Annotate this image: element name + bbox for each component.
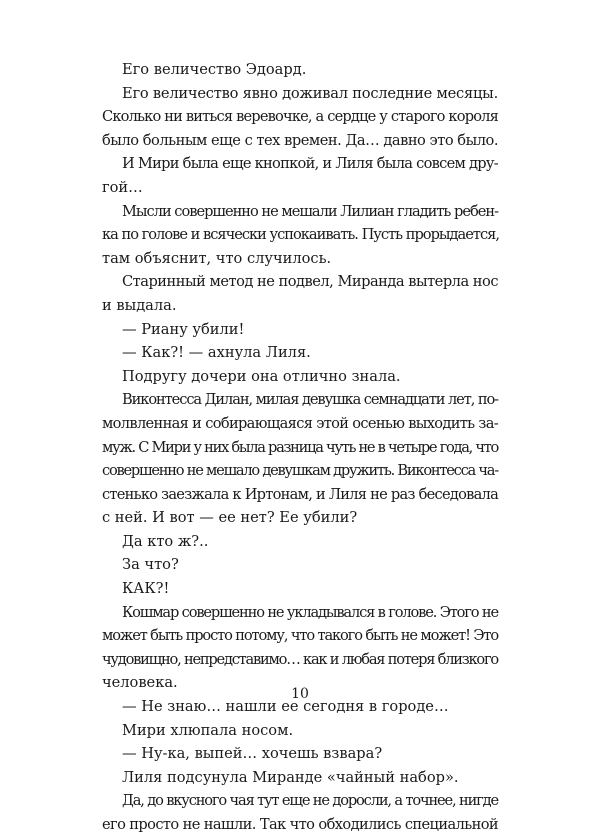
text-line: Лиля подсунула Миранде «чайный набор». <box>122 768 459 786</box>
text-line: Да, до вкусного чая тут еще не доросли, а точнее, нигде <box>122 792 498 810</box>
text-line: И Мири была еще кнопкой, и Лиля была совсем дру- <box>122 155 498 173</box>
text-line: и выдала. <box>102 296 177 314</box>
text-line: Его величество явно доживал последние месяцы. <box>122 84 498 102</box>
page-body <box>102 58 498 837</box>
text-line: чудовищно, непредставимо… как и любая потеря близкого <box>102 650 498 668</box>
text-line: было больным еще с тех времен. Да… давно это было. <box>102 131 498 149</box>
text-line: — Риану убили! <box>122 320 245 338</box>
text-line: Сколько ни виться веревочке, а сердце у старого короля <box>102 108 499 126</box>
text-line: муж. С Мири у них была разница чуть не в четыре года, что <box>102 438 499 456</box>
text-line: Кошмар совершенно не укладывался в голове. Этого не <box>122 603 498 621</box>
text-line: может быть просто потому, что такого быть не может! Это <box>102 627 498 645</box>
text-line: Мири хлюпала носом. <box>122 721 294 739</box>
text-line: гой… <box>102 178 143 196</box>
text-line: Старинный метод не подвел, Миранда вытерла нос <box>122 273 498 291</box>
text-line: там объяснит, что случилось. <box>102 249 332 267</box>
text-line: КАК?! <box>122 580 170 598</box>
text-line: его просто не нашли. Так что обходились специальной <box>102 816 499 833</box>
text-line: — Не знаю… нашли ее сегодня в городе… <box>122 698 449 716</box>
page-number: 10 <box>291 686 309 702</box>
text-line: Мысли совершенно не мешали Лилиан гладить ребен- <box>122 202 498 220</box>
text-line: Его величество Эдоард. <box>122 61 307 78</box>
text-line: с ней. И вот — ее нет? Ее убили? <box>102 509 358 527</box>
text-line: — Ну-ка, выпей… хочешь взвара? <box>122 745 383 763</box>
text-line: — Как?! — ахнула Лиля. <box>122 344 311 362</box>
text-line: ка по голове и всячески успокаивать. Пусть прорыдается, <box>102 226 499 244</box>
text-line: молвленная и собирающаяся этой осенью выходить за- <box>102 414 498 432</box>
text-line: За что? <box>122 556 179 574</box>
text-line: человека. <box>102 674 178 692</box>
text-line: Подругу дочери она отлично знала. <box>122 367 401 385</box>
text-line: Виконтесса Дилан, милая девушка семнадцати лет, по- <box>122 391 499 409</box>
text-line: Да кто ж?.. <box>122 532 209 550</box>
text-line: совершенно не мешало девушкам дружить. Виконтесса ча- <box>102 462 498 480</box>
text-line: стенько заезжала к Иртонам, и Лиля не раз беседовала <box>102 485 499 503</box>
